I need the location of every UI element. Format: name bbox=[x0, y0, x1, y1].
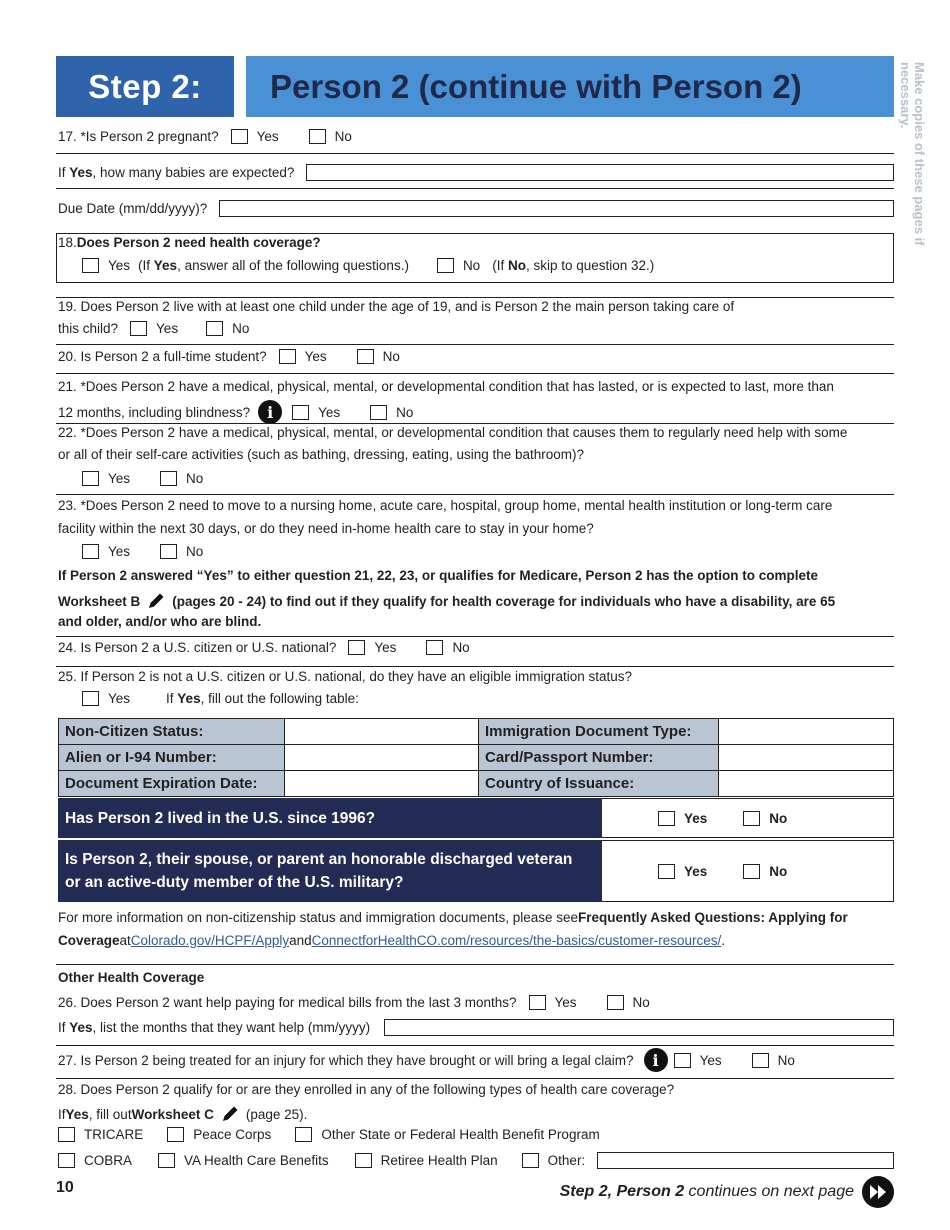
q21-line2: 12 months, including blindness? bbox=[58, 404, 251, 420]
other-coverage-label: Other: bbox=[547, 1153, 586, 1168]
connect-for-health-link[interactable]: ConnectforHealthCO.com/resources/the-basics/customer-resources/ bbox=[311, 933, 722, 948]
table-row bbox=[59, 771, 894, 797]
table-label: Alien or I-94 Number: bbox=[59, 745, 285, 771]
q19-yes-checkbox[interactable] bbox=[130, 321, 147, 336]
card-passport-number-input[interactable] bbox=[719, 745, 894, 771]
more-info-line2 bbox=[58, 933, 894, 948]
q18-number: 18. bbox=[58, 235, 77, 250]
babies-input[interactable] bbox=[306, 164, 894, 181]
info-icon[interactable]: i bbox=[258, 400, 282, 424]
divider bbox=[56, 636, 894, 637]
veteran-no-checkbox[interactable] bbox=[743, 864, 760, 879]
q17-no-checkbox[interactable] bbox=[309, 129, 326, 144]
divider bbox=[58, 838, 894, 840]
alien-number-input[interactable] bbox=[285, 745, 479, 771]
other-coverage-heading: Other Health Coverage bbox=[58, 970, 205, 985]
q20-no-checkbox[interactable] bbox=[357, 349, 374, 364]
q18-yes-note: (If Yes, answer all of the following questions.) bbox=[138, 258, 409, 273]
q26-text: 26. Does Person 2 want help paying for medical bills from the last 3 months? bbox=[58, 995, 517, 1010]
q19-no-checkbox[interactable] bbox=[206, 321, 223, 336]
q20-text: 20. Is Person 2 a full-time student? bbox=[58, 349, 267, 364]
q28-worksheet-row bbox=[58, 1104, 894, 1124]
peace-corps-label: Peace Corps bbox=[193, 1127, 272, 1142]
veteran-line1: Is Person 2, their spouse, or parent an honorable discharged veteran bbox=[65, 851, 573, 868]
q19-line2: this child? bbox=[58, 321, 119, 336]
babies-label: If Yes, how many babies are expected? bbox=[58, 165, 295, 180]
q25-text: 25. If Person 2 is not a U.S. citizen or U.S. national, do they have an eligible immigration status? bbox=[58, 669, 633, 684]
table-row bbox=[59, 719, 894, 745]
q27-no-checkbox[interactable] bbox=[752, 1053, 769, 1068]
divider bbox=[56, 373, 894, 374]
q28-ws-fill: , fill out bbox=[88, 1106, 132, 1122]
q21-no-checkbox[interactable] bbox=[370, 405, 387, 420]
q21-line2-row bbox=[58, 400, 894, 424]
q19-line1: 19. Does Person 2 live with at least one child under the age of 19, and is Person 2 the main person taking care of bbox=[58, 299, 735, 314]
medicare-note-line1: If Person 2 answered “Yes” to either question 21, 22, 23, or qualifies for Medicare, Person 2 has the option to complete bbox=[58, 568, 818, 583]
veteran-options bbox=[602, 840, 894, 902]
table-row bbox=[59, 745, 894, 771]
worksheet-b-label: Worksheet B bbox=[58, 593, 141, 609]
q17-row bbox=[58, 129, 894, 144]
info-icon[interactable]: i bbox=[644, 1048, 668, 1072]
document-expiration-date-input[interactable] bbox=[285, 771, 479, 797]
q26-no-checkbox[interactable] bbox=[607, 995, 624, 1010]
q19-no-label: No bbox=[232, 321, 250, 336]
q25-yes-checkbox[interactable] bbox=[82, 691, 99, 706]
q17-yes-label: Yes bbox=[256, 129, 279, 144]
q24-no-label: No bbox=[452, 640, 470, 655]
q18-text: Does Person 2 need health coverage? bbox=[76, 235, 321, 250]
divider bbox=[56, 1045, 894, 1046]
immigration-document-type-input[interactable] bbox=[719, 719, 894, 745]
lived-since-1996-options bbox=[602, 798, 894, 838]
q24-yes-checkbox[interactable] bbox=[348, 640, 365, 655]
next-page-button[interactable] bbox=[862, 1176, 894, 1208]
q24-row bbox=[58, 640, 894, 655]
faq-title-cont: Coverage bbox=[58, 933, 120, 948]
tricare-checkbox[interactable] bbox=[58, 1127, 75, 1142]
fast-forward-icon bbox=[868, 1184, 888, 1200]
q25-yes-label: Yes bbox=[108, 691, 131, 706]
page-title: Person 2 (continue with Person 2) bbox=[246, 56, 894, 117]
q28-text: 28. Does Person 2 qualify for or are they enrolled in any of the following types of health care coverage? bbox=[58, 1082, 675, 1097]
q18-yes-label: Yes bbox=[108, 258, 131, 273]
table-label: Card/Passport Number: bbox=[479, 745, 719, 771]
retiree-plan-checkbox[interactable] bbox=[355, 1153, 372, 1168]
q20-yes-checkbox[interactable] bbox=[279, 349, 296, 364]
q25-options bbox=[82, 691, 894, 706]
divider bbox=[56, 1078, 894, 1079]
q20-yes-label: Yes bbox=[304, 349, 327, 364]
q19-yes-label: Yes bbox=[156, 321, 179, 336]
divider bbox=[56, 666, 894, 667]
q23-yes-label: Yes bbox=[108, 544, 131, 559]
q20-row bbox=[58, 349, 894, 364]
medicare-note-line2 bbox=[58, 591, 894, 611]
q23-line2: facility within the next 30 days, or do they need in-home health care to stay in your home? bbox=[58, 521, 594, 536]
q18-no-note: (If No, skip to question 32.) bbox=[492, 258, 655, 273]
q21-no-label: No bbox=[396, 404, 414, 420]
other-coverage-input[interactable] bbox=[597, 1152, 894, 1169]
q24-yes-label: Yes bbox=[374, 640, 397, 655]
pencil-icon bbox=[146, 591, 166, 611]
q28-ws-yes: Yes bbox=[65, 1106, 89, 1122]
va-benefits-checkbox[interactable] bbox=[158, 1153, 175, 1168]
q27-no-label: No bbox=[777, 1052, 795, 1068]
table-label: Non-Citizen Status: bbox=[59, 719, 285, 745]
q26-yes-label: Yes bbox=[554, 995, 577, 1010]
q17-text: 17. *Is Person 2 pregnant? bbox=[58, 129, 219, 144]
q22-yes-checkbox[interactable] bbox=[82, 471, 99, 486]
table-label: Immigration Document Type: bbox=[479, 719, 719, 745]
retiree-plan-label: Retiree Health Plan bbox=[380, 1153, 498, 1168]
q28-options-row2 bbox=[58, 1152, 894, 1169]
q27-yes-checkbox[interactable] bbox=[674, 1053, 691, 1068]
q20-no-label: No bbox=[382, 349, 400, 364]
cobra-label: COBRA bbox=[84, 1153, 133, 1168]
step-label: Step 2: bbox=[56, 56, 234, 117]
q18-no-label: No bbox=[462, 258, 481, 273]
due-date-row bbox=[58, 200, 894, 217]
q18-question bbox=[58, 235, 894, 250]
q24-text: 24. Is Person 2 a U.S. citizen or U.S. national? bbox=[58, 640, 337, 655]
q23-no-label: No bbox=[186, 544, 204, 559]
q27-yes-label: Yes bbox=[699, 1052, 722, 1068]
divider bbox=[56, 188, 894, 189]
q22-no-label: No bbox=[186, 471, 204, 486]
due-date-label: Due Date (mm/dd/yyyy)? bbox=[58, 201, 208, 216]
q21-yes-label: Yes bbox=[318, 404, 341, 420]
more-info-at: at bbox=[119, 933, 131, 948]
other-state-federal-label: Other State or Federal Health Benefit Program bbox=[321, 1127, 600, 1142]
divider bbox=[56, 423, 894, 424]
veteran-no-label: No bbox=[769, 863, 788, 879]
medicare-note-line3: and older, and/or who are blind. bbox=[58, 614, 262, 629]
q21-yes-checkbox[interactable] bbox=[292, 405, 309, 420]
babies-row bbox=[58, 164, 894, 181]
lived-since-1996-question: Has Person 2 lived in the U.S. since 1996? bbox=[58, 798, 602, 838]
colorado-gov-link[interactable]: Colorado.gov/HCPF/Apply bbox=[130, 933, 290, 948]
medicare-note-line2-text: (pages 20 - 24) to find out if they qualify for health coverage for individuals who have a disability, are 65 bbox=[172, 593, 836, 609]
q26-yes-checkbox[interactable] bbox=[529, 995, 546, 1010]
va-benefits-label: VA Health Care Benefits bbox=[184, 1153, 329, 1168]
veteran-yes-label: Yes bbox=[684, 863, 708, 879]
other-coverage-checkbox[interactable] bbox=[522, 1153, 539, 1168]
lived-since-1996-no-checkbox[interactable] bbox=[743, 811, 760, 826]
q26-row bbox=[58, 995, 894, 1010]
lived-since-1996-no-label: No bbox=[769, 810, 788, 826]
q26-months-row bbox=[58, 1019, 894, 1036]
immigration-table bbox=[58, 718, 894, 797]
q27-row bbox=[58, 1048, 894, 1072]
page-number: 10 bbox=[56, 1179, 74, 1196]
more-info-and: and bbox=[289, 933, 312, 948]
continues-step: Step 2, Person 2 bbox=[559, 1183, 685, 1200]
q18-no-checkbox[interactable] bbox=[437, 258, 454, 273]
continues-text: continues on next page bbox=[684, 1183, 854, 1200]
q17-no-label: No bbox=[334, 129, 352, 144]
table-label: Document Expiration Date: bbox=[59, 771, 285, 797]
continues-note bbox=[560, 1183, 854, 1201]
pencil-icon bbox=[220, 1104, 240, 1124]
q23-yes-checkbox[interactable] bbox=[82, 544, 99, 559]
country-of-issuance-input[interactable] bbox=[719, 771, 894, 797]
q23-no-checkbox[interactable] bbox=[160, 544, 177, 559]
veteran-yes-checkbox[interactable] bbox=[658, 864, 675, 879]
divider bbox=[56, 964, 894, 965]
q19-line2-row bbox=[58, 321, 894, 336]
divider bbox=[56, 344, 894, 345]
q23-options bbox=[82, 544, 894, 559]
q22-line2: or all of their self-care activities (such as bathing, dressing, eating, using the bathroom)? bbox=[58, 447, 585, 462]
q26-no-label: No bbox=[632, 995, 650, 1010]
q18-options bbox=[82, 258, 894, 273]
more-info-text: For more information on non-citizenship status and immigration documents, please see bbox=[58, 910, 579, 925]
q28-ws-if: If bbox=[58, 1106, 66, 1122]
lived-since-1996-yes-checkbox[interactable] bbox=[658, 811, 675, 826]
table-label: Country of Issuance: bbox=[479, 771, 719, 797]
veteran-question bbox=[58, 840, 602, 902]
q28-options-row1 bbox=[58, 1127, 894, 1142]
due-date-input[interactable] bbox=[219, 200, 894, 217]
q28-ws-page: (page 25). bbox=[245, 1106, 308, 1122]
non-citizen-status-input[interactable] bbox=[285, 719, 479, 745]
other-state-federal-checkbox[interactable] bbox=[295, 1127, 312, 1142]
q17-yes-checkbox[interactable] bbox=[231, 129, 248, 144]
side-note: Make copies of these pages if necessary. bbox=[898, 62, 927, 246]
peace-corps-checkbox[interactable] bbox=[167, 1127, 184, 1142]
veteran-line2: or an active-duty member of the U.S. military? bbox=[65, 874, 404, 891]
lived-since-1996-yes-label: Yes bbox=[684, 810, 708, 826]
divider bbox=[56, 153, 894, 154]
q23-line1: 23. *Does Person 2 need to move to a nursing home, acute care, hospital, group home, mental health institution or long-term care bbox=[58, 498, 833, 513]
more-info-line1 bbox=[58, 910, 894, 925]
cobra-checkbox[interactable] bbox=[58, 1153, 75, 1168]
q22-line1: 22. *Does Person 2 have a medical, physical, mental, or developmental condition that causes them to regularly need help with some bbox=[58, 425, 848, 440]
q26-months-input[interactable] bbox=[384, 1019, 894, 1036]
q24-no-checkbox[interactable] bbox=[426, 640, 443, 655]
q22-no-checkbox[interactable] bbox=[160, 471, 177, 486]
q26-months-label: If Yes, list the months that they want help (mm/yyyy) bbox=[58, 1020, 371, 1035]
divider bbox=[56, 297, 894, 298]
q18-yes-checkbox[interactable] bbox=[82, 258, 99, 273]
q21-line1: 21. *Does Person 2 have a medical, physical, mental, or developmental condition that has lasted, or is expected to last, more than bbox=[58, 379, 834, 394]
q25-note: If Yes, fill out the following table: bbox=[166, 691, 359, 706]
divider bbox=[56, 494, 894, 495]
q22-options bbox=[82, 471, 894, 486]
q22-yes-label: Yes bbox=[108, 471, 131, 486]
worksheet-c-label: Worksheet C bbox=[131, 1106, 214, 1122]
tricare-label: TRICARE bbox=[84, 1127, 144, 1142]
q27-text: 27. Is Person 2 being treated for an injury for which they have brought or will bring a legal claim? bbox=[58, 1052, 634, 1068]
more-info-period: . bbox=[721, 933, 726, 948]
faq-title: Frequently Asked Questions: Applying for bbox=[578, 910, 848, 925]
